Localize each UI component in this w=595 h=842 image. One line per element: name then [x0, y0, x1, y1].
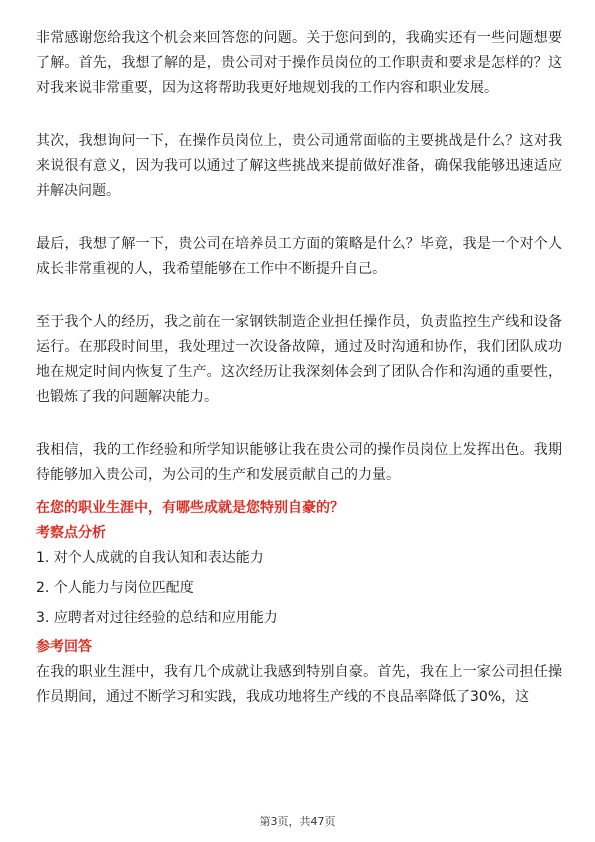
reference-heading: 参考回答 — [36, 639, 92, 655]
analysis-item-2: 2. 个人能力与岗位匹配度 — [36, 580, 194, 596]
analysis-item-1: 1. 对个人成就的自我认知和表达能力 — [36, 550, 264, 566]
analysis-list — [36, 546, 562, 631]
paragraph-second: 其次，我想询问一下，在操作员岗位上，贵公司通常面临的主要挑战是什么？这对我来说很有意义，因为我可以通过了解这些挑战来提前做好准备，确保我能够迅速适应并解决问题。 — [36, 133, 562, 199]
interview-question: 在您的职业生涯中，有哪些成就是您特别自豪的？ — [36, 500, 344, 516]
paragraph-experience: 至于我个人的经历，我之前在一家钢铁制造企业担任操作员，负责监控生产线和设备运行。在那段时间里，我处理过一次设备故障，通过及时沟通和协作，我们团队成功地在规定时间内恢复了生产。这次经历让我深刻体会到了团队合作和沟通的重要性，也锻炼了我的问题解决能力。 — [36, 314, 562, 405]
paragraph-last-question: 最后，我想了解一下，贵公司在培养员工方面的策略是什么？毕竟，我是一个对个人成长非常重视的人，我希望能够在工作中不断提升自己。 — [36, 236, 562, 277]
page-number-footer: 第3页，共47页 — [259, 815, 336, 828]
document-page — [36, 26, 562, 710]
reference-answer: 在我的职业生涯中，我有几个成就让我感到特别自豪。首先，我在上一家公司担任操作员期间，通过不断学习和实践，我成功地将生产线的不良品率降低了30%，这 — [36, 664, 562, 705]
paragraph-intro: 非常感谢您给我这个机会来回答您的问题。关于您问到的，我确实还有一些问题想要了解。首先，我想了解的是，贵公司对于操作员岗位的工作职责和要求是怎样的？这对我来说非常重要，因为这将帮助我更好地规划我的工作内容和职业发展。 — [36, 30, 562, 96]
analysis-heading: 考察点分析 — [36, 525, 106, 541]
analysis-item-3: 3. 应聘者对过往经验的总结和应用能力 — [36, 610, 278, 626]
paragraph-closing: 我相信，我的工作经验和所学知识能够让我在贵公司的操作员岗位上发挥出色。我期待能够加入贵公司，为公司的生产和发展贡献自己的力量。 — [36, 442, 562, 483]
